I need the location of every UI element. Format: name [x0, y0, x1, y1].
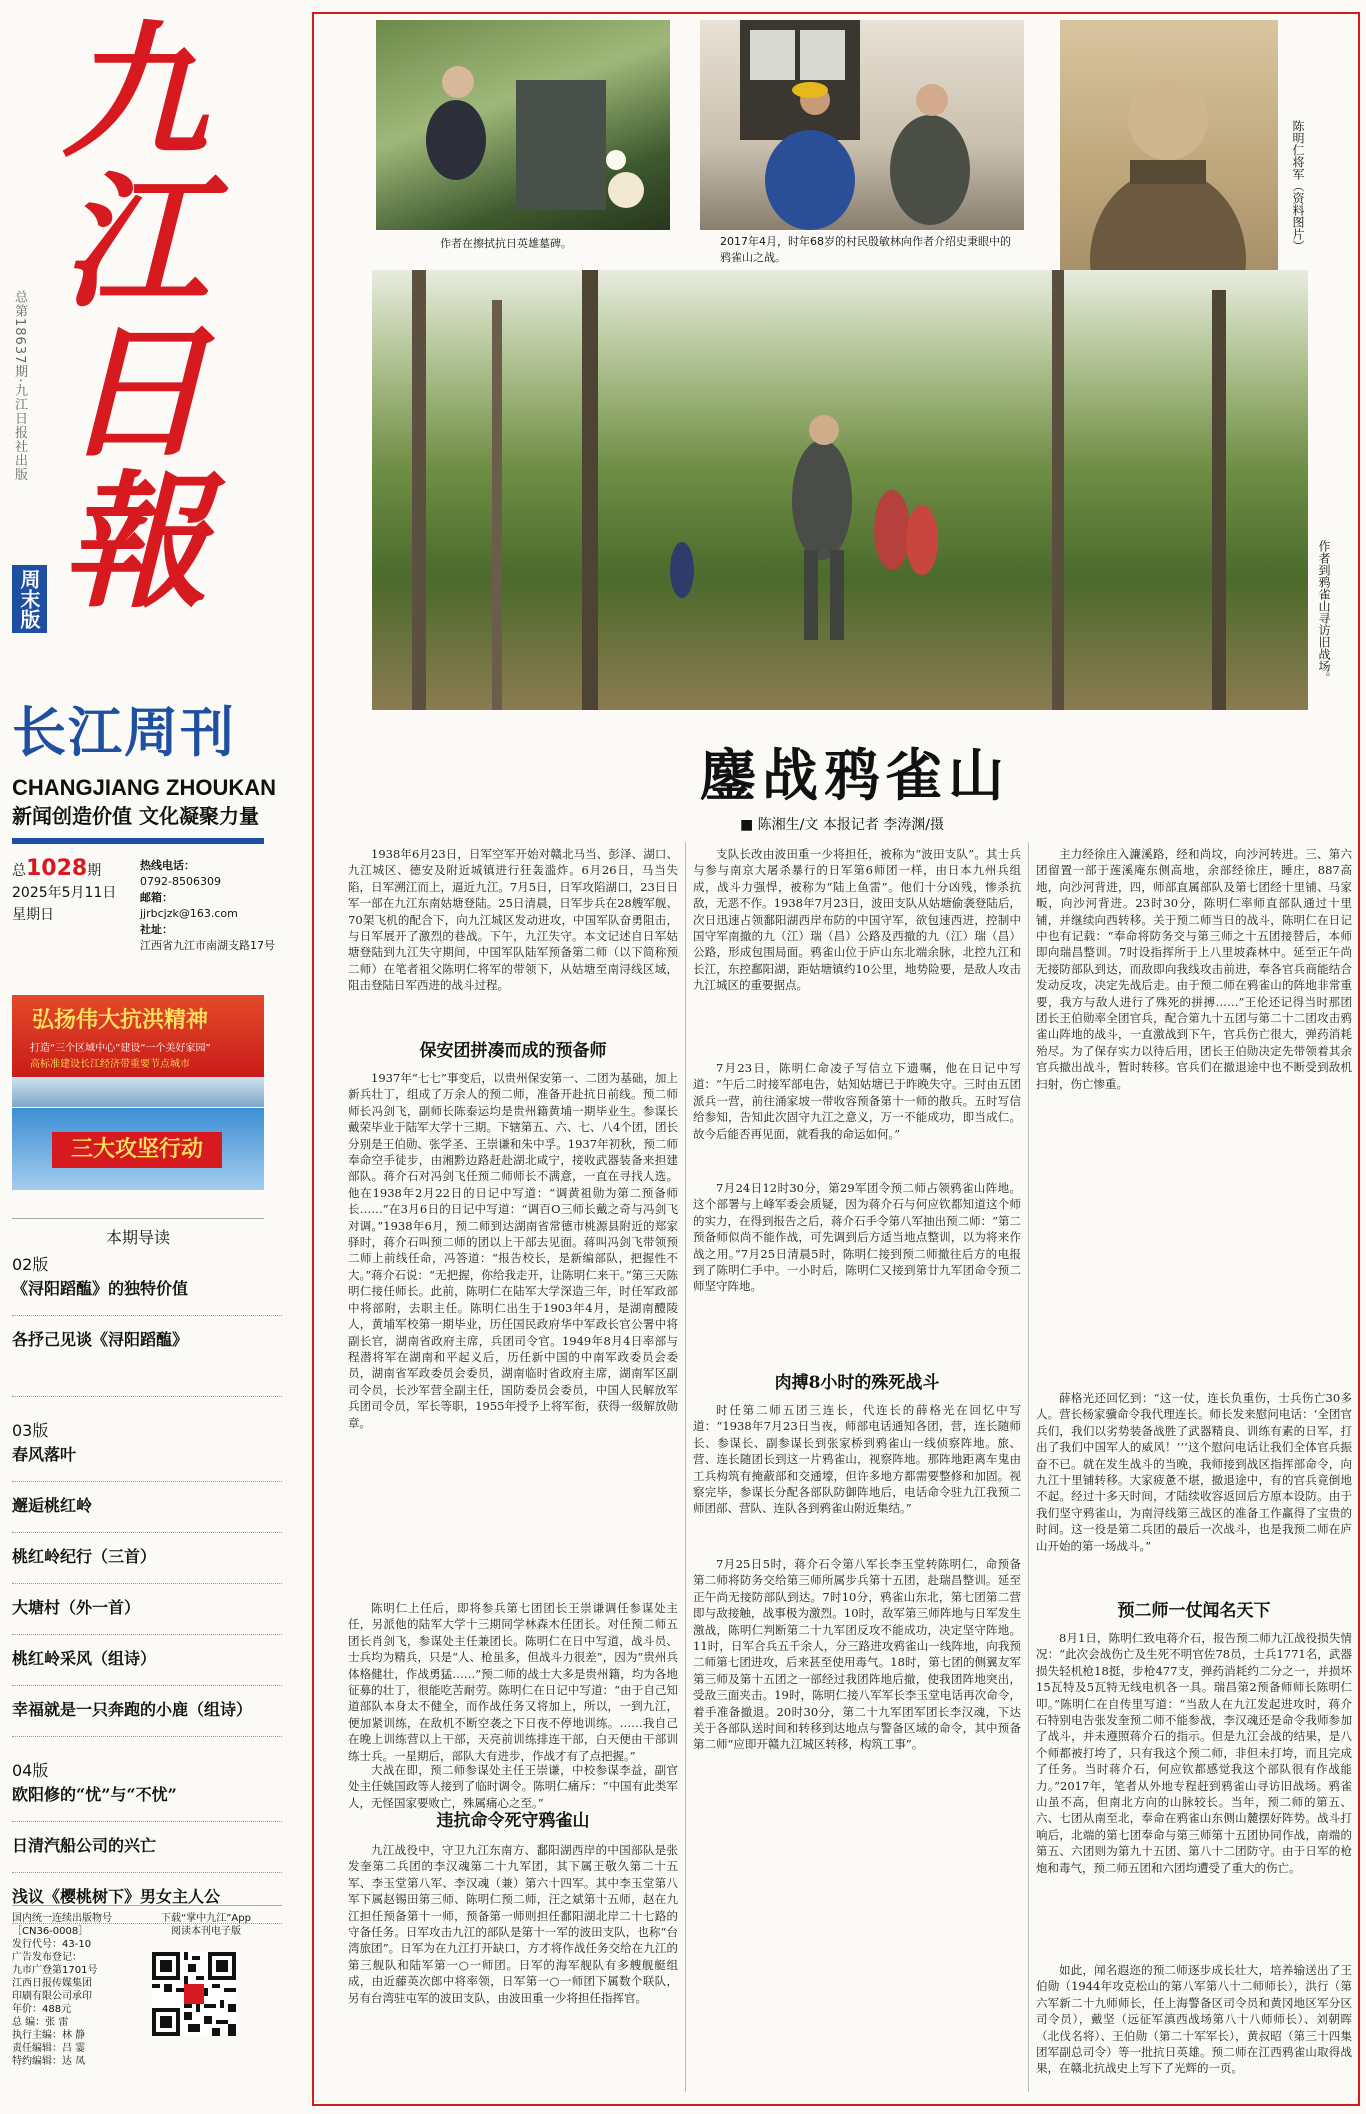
- app-promo: [132, 1906, 280, 2040]
- column-divider: [1028, 842, 1029, 2092]
- photo-battlefield: [372, 270, 1308, 710]
- col3-body2: 8月1日，陈明仁致电蒋介石，报告预二师九江战役损失情况：“此次会战伤亡及生死不明官佐78员，士兵1771名，武器损失轻机枪18挺，步枪477支，弹药消耗约二分之一，并损坏15瓦特及5瓦特无线电机各一具。瑞昌第2预备师师长陈明仁叩。”陈明仁在自传里写道：“当敌人在九江发起进攻时，蒋介石特别电告张发奎预二师不能参战，李汉魂还是命令我师参加了战斗，并未遵照蒋介石的指示。但是九江会战的结果，是八个师都被打垮了，只有我这个预二师，非但未打垮，而且完成了任务。当时蒋介石，何应钦都感觉我这个部队很有作战能力。”2017年，笔者从外地专程赶到鸦雀山寻访旧战场。鸦雀山虽不高，但南北方向的山脉较长。当年，预二师的第五、六、七团从南至北，奉命在鸦雀山东侧山麓摆好阵势。战斗打响后，北端的第七团奉命与第三师第十五团协同作战，南端的第五、六团则为第九十五团、第八十二团防守。由于日军的枪炮和毒气，预二师五团和六团均遭受了重大的伤亡。: [1036, 1631, 1352, 1875]
- guide-dots: [12, 1315, 282, 1316]
- guide-dots: [12, 1583, 282, 1584]
- qr-code-icon[interactable]: [152, 1952, 236, 2036]
- guide-dots: [12, 1634, 282, 1635]
- issue-side-text: 总第18637期·九江日报社出版: [12, 290, 27, 482]
- guide-item-title[interactable]: 《浔阳蹈醢》的独特价值: [12, 1279, 189, 1298]
- subhead-3: 肉搏8小时的殊死战斗: [774, 1373, 940, 1393]
- weekend-edition-tag: 周末版: [12, 565, 47, 633]
- col2-body4: 7月25日5时，蒋介石令第八军长李玉堂转陈明仁，命预备第二师将防务交给第三师所属步兵第十五团，赴瑞昌整训。延至正午尚无接防部队到达。7时10分，鸦雀山东北，第七团第二营即与敌接触，战事极为激烈。10时，敌军第三师阵地与日军发生激战，陈明仁判断第二十九军团反攻不能成功，决定坚守阵地。11时，日军合兵五千余人，分三路进攻鸦雀山一线阵地，向我预二师第七团进攻，后来甚至使用毒气。18时，第七团的侧翼友军第三师及第十五团之一部经过我团阵地后撤，使我团阵地突出，受敌三面夹击。19时，陈明仁接八军军长李玉堂电话再次命令，着手准备撤退。20时30分，第二十九军团军团长李汉魂，下达关于各部队送时间和转移到达地点与警备区域的命令，其中预备第二师“应即开赣九江城区转移，构筑工事”。: [693, 1557, 1021, 1752]
- byline: ■ 陈湘生/文 本报记者 李涛渊/摄: [740, 817, 945, 833]
- banner-three-campaigns[interactable]: [12, 1108, 264, 1190]
- guide-item-title[interactable]: 各抒己见谈《浔阳蹈醢》: [12, 1330, 189, 1349]
- address: 江西省九江市南湖支路17号: [140, 939, 275, 952]
- col3-body: 薛格光还回忆到：“这一仗，连长负重伤，士兵伤亡30多人。营长杨家骥命令我代理连长。师长发来慰问电话：‘全团官兵们，我们以劣势装备战胜了武器精良、训练有素的日军，打出了我们中国军人的威风！’’‘这个慰问电话让我们全体官兵振奋不已。就在发生战斗的当晚，我师接到战区指挥部命令，向九江十里铺转移。大家疲惫不堪，撤退途中，有的官兵竟倒地不起。经过十多天时间，才陆续收容返回后方原本设防。由于我们坚守鸦雀山，为南浔线第三战区的准备工作赢得了宝贵的时间。这一役是第二兵团的最后一次战斗，也是我预二师在庐山开始的第一场战斗。”: [1036, 1391, 1352, 1553]
- colophon-line: 发行代号：43-10: [12, 1939, 92, 1950]
- guide-dots: [12, 1396, 282, 1397]
- forest-scene-icon: [372, 270, 1308, 710]
- banner1-title: 弘扬伟大抗洪精神: [32, 1008, 209, 1033]
- app-promo-text: 下载“掌中九江”App 阅读本刊电子版: [161, 1913, 251, 1937]
- col1-intro: 1938年6月23日，日军空军开始对赣北马当、彭泽、湖口、九江城区、德安及附近城镇进行狂轰滥炸。6月26日，马当失陷，日军溯江而上，逼近九江。7月5日，日军攻陷湖口，23日日军一部在九江东南姑塘登陆。25日清晨，日军步兵在28艘军舰、70架飞机的配合下，向九江城区发动进攻，中国军队奋勇阻击，与日军展开了激烈的巷战。下午，九江失守。本文记述自日军姑塘登陆到九江失守期间，中国军队陆军预备第二师（以下简称预二师）在笔者祖父陈明仁将军的带领下，从姑塘至南浔线区域，阻击登陆日军西进的战斗过程。: [348, 847, 678, 993]
- issue-weekday: 星期日: [12, 907, 54, 923]
- guide-section-label: 02版: [12, 1255, 49, 1274]
- guide-section-label: 04版: [12, 1761, 49, 1780]
- issue-info: [12, 858, 138, 926]
- col2-intro: 支队长改由波田重一少将担任，被称为“波田支队”。其士兵与参与南京大屠杀暴行的日军第6师团一样，由日本九州兵组成，战斗力强悍，被称为“陆上鱼雷”。他们十分凶残，惨杀抗敌，无恶不作。1938年7月23日，波田支队从姑塘偷袭登陆后，次日迅速占领鄱阳湖西岸布防的中国守军，欲包速西进，控制中国守军南撤的九（江）瑞（昌）公路及西撤的九（江）瑞（昌）公路，形成包围局面。鸦雀山位于庐山东北端余脉，北控九江和长江，东控鄱阳湖，距姑塘镇约10公里，地势险要，是敌人攻击九江城区的重要据点。: [693, 847, 1021, 993]
- colophon-line: 执行主编：林 静: [12, 2030, 86, 2041]
- issue-date: 2025年5月11日: [12, 885, 117, 901]
- guide-heading: 本期导读: [12, 1218, 264, 1248]
- address-label: 社址：: [140, 923, 173, 936]
- person-icon: [376, 20, 670, 230]
- banner-flood-spirit[interactable]: [12, 995, 264, 1077]
- slogan: 新闻创造价值 文化凝聚力量: [12, 804, 259, 828]
- colophon-line: 国内统一连续出版物号: [12, 1913, 112, 1924]
- guide-dots: [12, 1736, 282, 1737]
- guide-item-title[interactable]: 邂逅桃红岭: [12, 1496, 93, 1515]
- col1-body2: 陈明仁上任后，即将参兵第七团团长王崇谦调任参谋处主任，另派他的陆军大学十三期同学林森木任团长。对任预二师五团长肖剑飞，参谋处主任兼团长。陈明仁在日中写道，战斗员、士兵均为精兵，只是“人、枪虽多，但战斗力很差”，因为“贵州兵体格健壮，作战勇猛……”预二师的战士大多是贵州籍，均为各地征募的壮丁，很能吃苦耐劳。陈明仁在日记中写道：“由于自己知道部队本身太不健全，而作战任务又将加上，所以，一到九江，便加紧训练，在敌机不断空袭之下日夜不停地训练。……我自己在晚上训练营以上干部，天亮前训练排连干部，白天便由干部训练士兵。一星期后，部队大有进步，作战才有了点把握。”: [348, 1601, 678, 1763]
- masthead-char-4: 報: [62, 457, 208, 628]
- banner1-line2: 高标准建设长江经济带重要节点城市: [30, 1059, 190, 1070]
- banner1-line1: 打造“三个区域中心”建设“一个美好家园”: [30, 1043, 211, 1054]
- total-number: 1028: [26, 856, 88, 881]
- subhead-2: 违抗命令死守鸦雀山: [436, 1811, 590, 1831]
- caption-photo1: 作者在擦拭抗日英雄墓碑。: [440, 237, 572, 250]
- column-divider: [685, 842, 686, 2092]
- masthead-char-3: 日: [62, 307, 208, 478]
- guide-dots: [12, 1481, 282, 1482]
- guide-item-title[interactable]: 幸福就是一只奔跑的小鹿（组诗）: [12, 1700, 253, 1719]
- guide-dots: [12, 1685, 282, 1686]
- caption-photo3: 陈明仁将军（资料图片）: [1291, 120, 1305, 252]
- supplement-pinyin: CHANGJIANG ZHOUKAN: [12, 775, 276, 800]
- col1-body: 1937年“七七”事变后，以贵州保安第一、二团为基础，加上新兵壮丁，组成了万余人的预二师，准备开赴抗日前线。预二师师长冯剑飞，副师长陈泰运均是贵州籍黄埔一期毕业生。参谋长戴荣毕业于陆军大学十三期。下辖第五、六、七、八4个团，团长分别是王伯勋、张学圣、王崇谦和朱中孚。1937年初秋，预二师奉命空手徒步，由湘黔边路赶赴湖北咸宁，接收武器装备来担建部队。蒋介石对冯剑飞任预二师师长不满意，一直在寻找人选。他在1938年2月22日的日记中写道：“调黄祖勋为第二预备师长……”在3月6日的日记中写道：“调百O三师长戴之奇与冯剑飞对调。”1938年6月，预二师到达湖南省常德市桃源县附近的郑家驿时，蒋介石叫预二师的团以上干部去见面。蒋叫冯剑飞带领预二师上前线任命，冯答道：“报告校长，是新编部队，把握性不大。”蒋介石说：“无把握，你给我走开，让陈明仁来干。”第三天陈明仁接任师长。此前，陈明仁在陆军大学深造三年，时任军政部中将部附，去职主任。陈明仁出生于1903年4月，是湖南醴陵人，黄埔军校第一期毕业，历任国民政府华中军政长官公署中将副长官，湖南省政府主席，兵团司令官。1949年8月4日率部与程潜将军在湖南和平起义后，历任新中国的中南军政委员会委员，湖南省军政委员会委员，湖南临时省政府主席，湖南军区副司令员，长沙军营全副主任，国防委员会委员，中国人民解放军兵团司令员，军长等职，1955年授予上将军衔，获得一级解放勋章。: [348, 1071, 678, 1430]
- hotline: 0792-8506309: [140, 875, 221, 888]
- masthead-char-2: 江: [62, 157, 208, 328]
- guide-dots: [12, 1872, 282, 1873]
- col2-body3: 时任第二师五团三连长，代连长的薛格光在回忆中写道：“1938年7月23日当夜，师部电话通知各团，营，连长随师长、参谋长、副参谋长到张家桥到鸦雀山一线侦察阵地。旅、营、连长随团长到这一片鸦雀山，视察阵地。那阵地距离车鬼由工兵构筑有掩蔽部和交通壕，但许多地方都需要整修和加固。视察完毕，参谋长分配各部队防御阵地后，电话命令驻九江我预二师团部、营队、连队各到鸦雀山附近集结。”: [693, 1403, 1021, 1516]
- colophon-line: 年价：488元: [12, 2004, 72, 2015]
- col3-body3: 如此，闻名遐迩的预二师逐步成长壮大，培养输送出了王伯勋（1944年攻克松山的第八军第八十二师师长），洪行（第六军新二十九师师长，任上海警备区司令员和黄冈地区军分区司令员），戴坚（远征军滇西战场第八十八师师长）、刘朝晖（北伐名将）、王伯勋（第二十军军长），黄叔昭（第三十四集团军副总司令）等一批抗日英雄。预二师在江西鸦雀山取得战果，在赣北抗战史上写下了光辉的一页。: [1036, 1963, 1352, 2076]
- caption-photo4: 作者到鸦雀山寻访旧战场。: [1317, 540, 1331, 684]
- contact-info: [140, 858, 280, 954]
- photo-tombstone: [376, 20, 670, 230]
- guide-section-label: 03版: [12, 1421, 49, 1440]
- colophon-line: 广告发布登记：: [12, 1952, 82, 1963]
- col1-body4: 九江战役中，守卫九江东南方、鄱阳湖西岸的中国部队是张发奎第二兵团的李汉魂第二十九军团，其下属王敬久第二十五军、李玉堂第八军、李汉魂（兼）第六十四军。其中李玉堂第八军下属赵锡田第三师、陈明仁预二师，汪之斌第十五师，赵在九江担任预备第十一师，预备第一师则担任鄱阳湖北岸二十七路的守备任务。日军攻击九江的部队是第十一军的波田支队，也称“台湾旅团”。日军为在九江打开缺口，方才将作战任务交给在九江的第三舰队和陆军第一○一师团。日军的海军舰队有多艘舰艇组成，由近藤英次郎中将率领，日军第一○一师团下属数个联队，另有台湾驻屯军的波田支队，由波田重一少将担任指挥官。: [348, 1843, 678, 2005]
- subhead-4: 预二师一仗闻名天下: [1117, 1601, 1271, 1621]
- guide-item-title[interactable]: 欧阳修的“忧”与“不忧”: [12, 1785, 177, 1804]
- hotline-label: 热线电话：: [140, 859, 195, 872]
- masthead: [0, 0, 300, 2114]
- supplement-title: 长江周刊: [12, 701, 236, 764]
- banner2-title: 三大攻坚行动: [52, 1132, 222, 1168]
- guide-item-title[interactable]: 大塘村（外一首）: [12, 1598, 141, 1617]
- colophon-lines: [12, 1906, 132, 2068]
- total-suffix: 期: [87, 863, 102, 879]
- colophon-line: 总 编：张 雷: [12, 2017, 69, 2028]
- col2-body: 7月23日，陈明仁命凌子写信立下遗嘱，他在日记中写道：“午后二时接军部电告，姑知姑塘已于昨晚失守。三时由五团派兵一营，前往涌家坡一带收容预备第十一师的散兵。五时写信给参知，告知此次固守九江之意义，万一不能成功，即当成仁。故今后能否再见面，就看我的命运如何。”: [693, 1061, 1021, 1141]
- colophon-line: ［CN36-0008］: [12, 1926, 89, 1937]
- email-label: 邮箱：: [140, 891, 173, 904]
- colophon-line: 九市广登第1701号: [12, 1965, 98, 1976]
- headline: 鏖战鸦雀山: [700, 743, 1010, 809]
- col3-intro: 主力经徐庄入濂溪路，经和尚坟，向沙河转进。三、第六团留置一部于莲溪庵东侧高地，余部经徐庄，睡庄，887高地，向沙河背进，四，师部直属部队及第七团经十里铺、马家畈，向沙河背进。23时30分，陈明仁率师直部队通过十里铺，并继续向西转移。关于预二师当日的战斗，陈明仁在日记中也有记载：“奉命将防务交与第三师之十五团接替后，本师即向瑞昌整训。7时设指挥所于上八里坡森林中。延至正午尚无接防部队到达，而敌即向我线攻击前进，奉各官兵商能结合发动反攻，决定先战后走。由于预二师在鸦雀山的阵地非常重要，我方与敌人进行了殊死的拼搏……”王伦还记得当时那团团长王伯勋率全团官兵，配合第九十五团与第二十二团攻击鸦雀山阵地的战斗，一直激战到下午，官兵伤亡很大，弹药消耗殆尽。为了保存实力以待后用，团长王伯勋决定先带领着其余官兵撤出战斗，暂时转移。官兵们在撤退途中也不断受到敌机扫射，伤亡惨重。: [1036, 847, 1352, 1091]
- colophon-line: 责任编辑：吕 霎: [12, 2043, 86, 2054]
- colophon: [12, 1905, 282, 2068]
- col1-body3: 大战在即，预二师参谋处主任王崇谦，中校参谋李益，副官处主任姚国政等人接到了临时调令。陈明仁痛斥：“中国有此类军人，无怪国家要败亡，殊属痛心之至。”: [348, 1763, 678, 1810]
- people-icon: [700, 20, 1024, 230]
- masthead-char-1: 九: [62, 7, 208, 178]
- guide-item-title[interactable]: 桃红岭采风（组诗）: [12, 1649, 157, 1668]
- guide-item-title[interactable]: 春风落叶: [12, 1445, 77, 1464]
- banner-cityscape: [12, 1077, 264, 1107]
- col2-body2: 7月24日12时30分，第29军团令预二师占领鸦雀山阵地。这个部署与上峰军委会质疑，因为蒋介石与何应钦都知道这个师的实力，在得到报告之后，蒋介石手令第八军抽出预二师：“第二预备师似尚不能作战，可先调到后方适当地点整训，以为将来作战之用。”7月25日清晨5时，陈明仁接到预二师撤往后方的电报到了陈明仁手中。一小时后，陈明仁又接到第廿九军团命令预二师坚守阵地。: [693, 1181, 1021, 1294]
- guide-dots: [12, 1532, 282, 1533]
- caption-photo2: 2017年4月，时年68岁的村民殷敏林向作者介绍史秉眼中的鸦雀山之战。: [720, 235, 1011, 264]
- guide-dots: [12, 1821, 282, 1822]
- subhead-1: 保安团拼凑而成的预备师: [419, 1041, 607, 1061]
- guide-item-title[interactable]: 桃红岭纪行（三首）: [12, 1547, 157, 1566]
- divider: [12, 838, 264, 844]
- colophon-line: 印刷有限公司承印: [12, 1991, 92, 2002]
- guide-item-title[interactable]: 浅议《樱桃树下》男女主人公: [12, 1887, 221, 1906]
- total-label: 总: [12, 863, 26, 879]
- guide-item-title[interactable]: 日清汽船公司的兴亡: [12, 1836, 157, 1855]
- colophon-line: 特约编辑：达 凤: [12, 2056, 86, 2067]
- photo-villager: [700, 20, 1024, 230]
- email[interactable]: jjrbcjzk@163.com: [140, 907, 238, 920]
- colophon-line: 江西日报传媒集团: [12, 1978, 92, 1989]
